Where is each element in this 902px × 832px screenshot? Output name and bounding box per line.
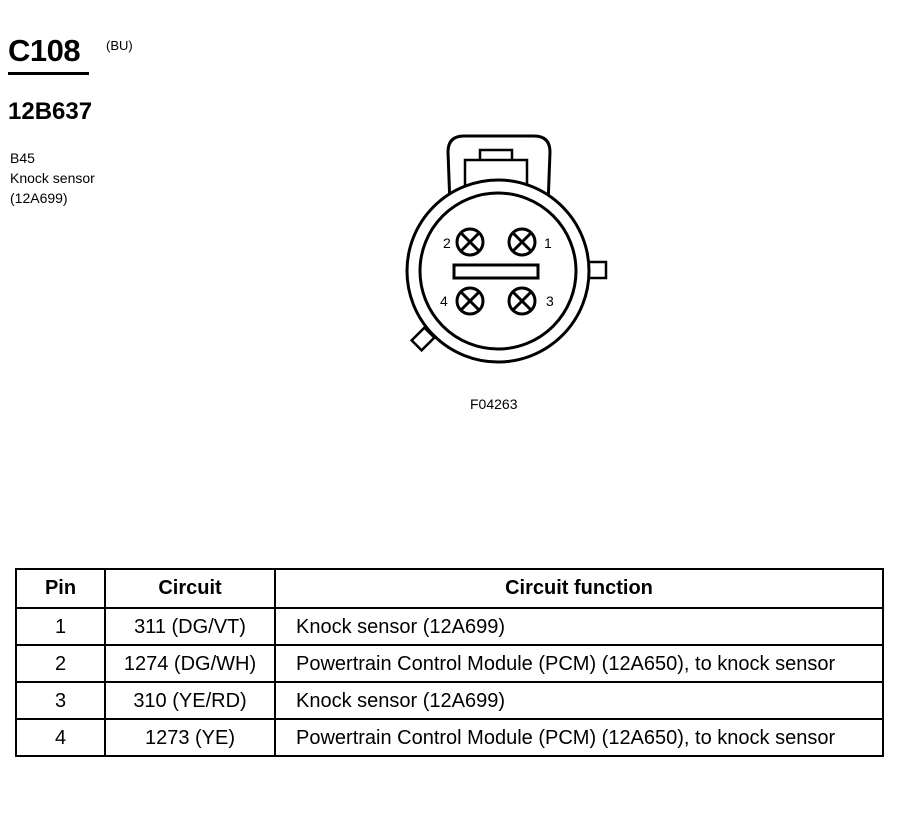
cell-circuit: 1274 (DG/WH) (105, 645, 275, 682)
pin-label-4: 4 (440, 293, 448, 309)
header-circuit: Circuit (105, 569, 275, 608)
cell-pin: 4 (16, 719, 105, 756)
component-name: Knock sensor (10, 170, 95, 186)
cell-pin: 3 (16, 682, 105, 719)
cell-circuit: 1273 (YE) (105, 719, 275, 756)
pin-label-2: 2 (443, 235, 451, 251)
table-row (16, 645, 883, 682)
table-row (16, 682, 883, 719)
part-number: 12B637 (8, 98, 93, 125)
table-header-row (16, 569, 883, 608)
pin-label-1: 1 (544, 235, 552, 251)
component-info (10, 148, 95, 208)
cell-circuit: 311 (DG/VT) (105, 608, 275, 645)
figure-id: F04263 (470, 396, 518, 412)
cell-function: Powertrain Control Module (PCM) (12A650), to knock sensor (275, 645, 883, 682)
cell-function: Knock sensor (12A699) (275, 682, 883, 719)
cell-function: Powertrain Control Module (PCM) (12A650), to knock sensor (275, 719, 883, 756)
component-part: (12A699) (10, 190, 68, 206)
cell-circuit: 310 (YE/RD) (105, 682, 275, 719)
pin-label-3: 3 (546, 293, 554, 309)
table-row (16, 719, 883, 756)
header-function: Circuit function (275, 569, 883, 608)
connector-inner-ring (420, 193, 576, 349)
pin-table (15, 568, 884, 757)
cell-function: Knock sensor (12A699) (275, 608, 883, 645)
connector-face-diagram (400, 130, 620, 365)
cell-pin: 1 (16, 608, 105, 645)
header-pin: Pin (16, 569, 105, 608)
connector-id: C108 (8, 33, 81, 68)
table-row (16, 608, 883, 645)
connector-color: (BU) (106, 38, 133, 53)
connector-latch-tab (480, 150, 512, 160)
cell-pin: 2 (16, 645, 105, 682)
connector-id-underline (8, 72, 89, 75)
component-code: B45 (10, 150, 35, 166)
